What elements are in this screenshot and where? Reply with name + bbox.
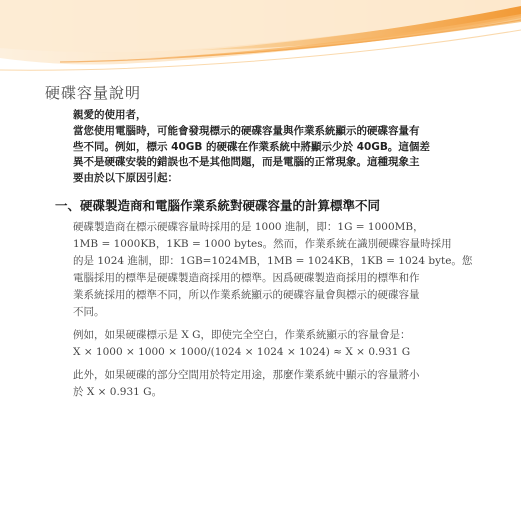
- body-line: 例如，如果硬碟標示是 X G，即使完全空白，作業系統顯示的容量會是：: [73, 329, 411, 341]
- body-line: 於 X × 0.931 G。: [73, 386, 163, 398]
- body-line: 1MB = 1000KB，1KB = 1000 bytes。然而，作業系統在識別硬碟容量時採用: [73, 238, 452, 250]
- page-title: 硬碟容量說明: [45, 84, 142, 102]
- intro-line: 要由於以下原因引起：: [73, 172, 178, 185]
- paragraph-1: [73, 219, 473, 321]
- section-heading: 一、硬碟製造商和電腦作業系統對硬碟容量的計算標準不同: [55, 198, 381, 213]
- intro-line: 異不是硬碟安裝的錯誤也不是其他問題，而是電腦的正常現象。這種現象主: [73, 156, 420, 169]
- paragraph-3: [73, 367, 463, 401]
- intro-line: 當您使用電腦時，可能會發現標示的硬碟容量與作業系統顯示的硬碟容量有: [73, 124, 420, 137]
- paragraph-2: [73, 327, 463, 361]
- body-line: 此外，如果硬碟的部分空間用於特定用途，那麼作業系統中顯示的容量將小: [73, 369, 420, 381]
- section-body: [73, 219, 473, 407]
- intro-line: 親愛的使用者，: [73, 109, 147, 121]
- body-line: 的是 1024 進制，即：1GB=1024MB，1MB = 1024KB，1KB = 1024 byte。您: [73, 255, 473, 267]
- decorative-banner: [0, 0, 521, 80]
- body-line: 電腦採用的標準是硬碟製造商採用的標準。因爲硬碟製造商採用的標準和作: [73, 272, 420, 284]
- formula-line: X × 1000 × 1000 × 1000/(1024 × 1024 × 1024) ≈ X × 0.931 G: [73, 346, 411, 358]
- body-line: 不同。: [73, 306, 105, 318]
- body-line: 業系統採用的標準不同，所以作業系統顯示的硬碟容量會與標示的硬碟容量: [73, 289, 420, 301]
- body-line: 硬碟製造商在標示硬碟容量時採用的是 1000 進制，即：1G = 1000MB，: [73, 221, 424, 233]
- intro-line: 些不同。例如，標示 40GB 的硬碟在作業系統中將顯示少於 40GB。這個差: [73, 140, 430, 153]
- intro-paragraph: [73, 108, 473, 187]
